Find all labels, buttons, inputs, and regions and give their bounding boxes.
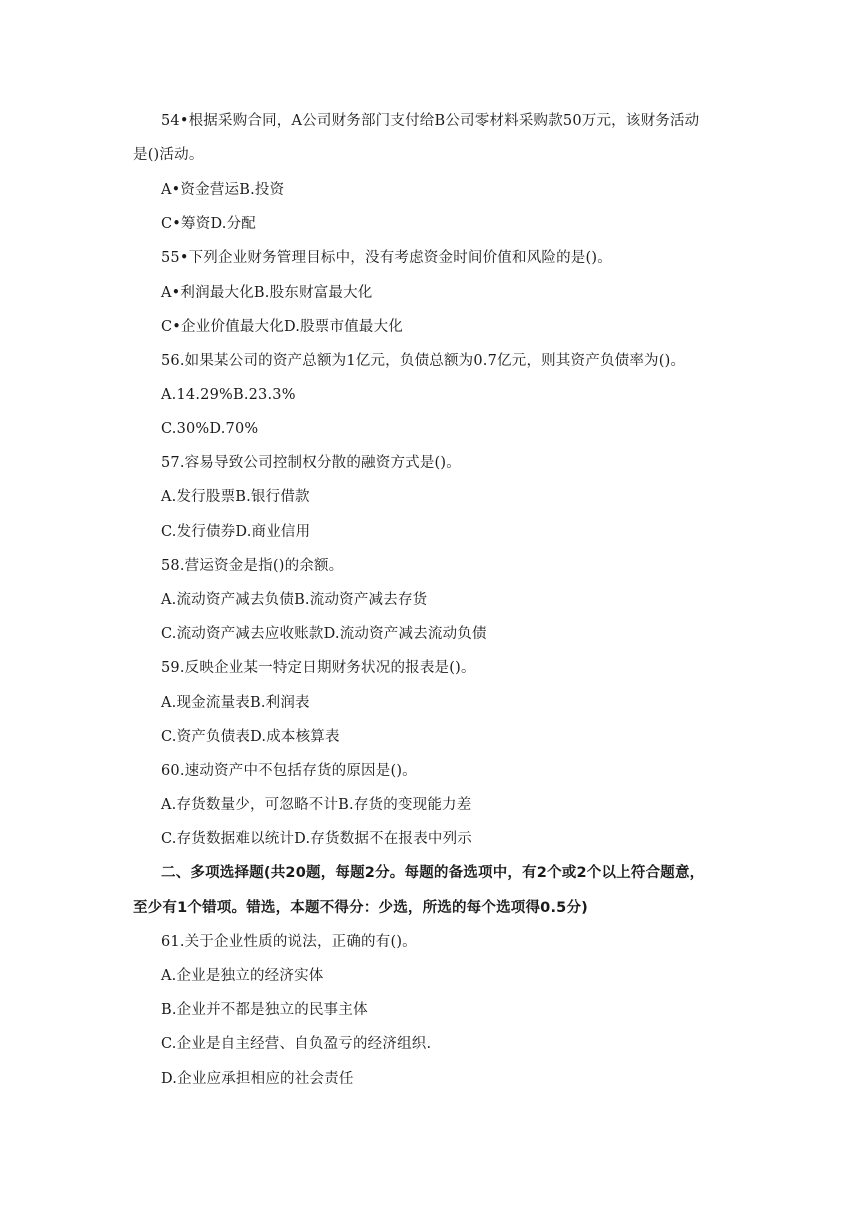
q60-options-cd: C.存货数据难以统计D.存货数据不在报表中列示 bbox=[161, 831, 473, 847]
q57-options-ab: A.发行股票B.银行借款 bbox=[161, 489, 310, 505]
q54-options-cd: C•筹资D.分配 bbox=[161, 216, 256, 232]
q54-options-ab: A•资金营运B.投资 bbox=[161, 182, 285, 198]
q54-stem-line2: 是()活动。 bbox=[133, 147, 204, 163]
q61-option-d: D.企业应承担相应的社会责任 bbox=[161, 1071, 354, 1087]
section-heading-line1: 二、多项选择题(共20题，每题2分。每题的备选项中，有2个或2个以上符合题意， bbox=[161, 865, 705, 881]
q61-option-c: C.企业是自主经营、自负盈亏的经济组织. bbox=[161, 1036, 432, 1052]
q59-options-ab: A.现金流量表B.利润表 bbox=[161, 695, 310, 711]
q59-options-cd: C.资产负债表D.成本核算表 bbox=[161, 729, 340, 745]
q55-options-ab: A•利润最大化B.股东财富最大化 bbox=[161, 285, 373, 301]
q56-stem: 56.如果某公司的资产总额为1亿元，负债总额为0.7亿元，则其资产负债率为()。 bbox=[161, 353, 686, 369]
q57-stem: 57.容易导致公司控制权分散的融资方式是()。 bbox=[161, 455, 461, 471]
q59-stem: 59.反映企业某一特定日期财务状况的报表是()。 bbox=[161, 660, 476, 676]
q61-option-a: A.企业是独立的经济实体 bbox=[161, 968, 324, 984]
q61-option-b: B.企业并不都是独立的民事主体 bbox=[161, 1002, 368, 1018]
q58-options-ab: A.流动资产减去负债B.流动资产减去存货 bbox=[161, 592, 428, 608]
q55-stem: 55•下列企业财务管理目标中，没有考虑资金时间价值和风险的是()。 bbox=[161, 250, 612, 266]
q57-options-cd: C.发行债券D.商业信用 bbox=[161, 524, 311, 540]
q55-options-cd: C•企业价值最大化D.股票市值最大化 bbox=[161, 319, 403, 335]
q60-stem: 60.速动资产中不包括存货的原因是()。 bbox=[161, 763, 417, 779]
q54-stem-line1: 54•根据采购合同，A公司财务部门支付给B公司零材料采购款50万元，该财务活动 bbox=[161, 113, 700, 129]
q58-options-cd: C.流动资产减去应收账款D.流动资产减去流动负债 bbox=[161, 626, 487, 642]
q56-options-ab: A.14.29%B.23.3% bbox=[161, 387, 296, 403]
q56-options-cd: C.30%D.70% bbox=[161, 421, 259, 437]
section-heading-line2: 至少有1个错项。错选，本题不得分：少选，所选的每个选项得0.5分) bbox=[133, 900, 588, 916]
q60-options-ab: A.存货数量少，可忽略不计B.存货的变现能力差 bbox=[161, 797, 472, 813]
q58-stem: 58.营运资金是指()的余额。 bbox=[161, 558, 344, 574]
q61-stem: 61.关于企业性质的说法，正确的有()。 bbox=[161, 934, 417, 950]
